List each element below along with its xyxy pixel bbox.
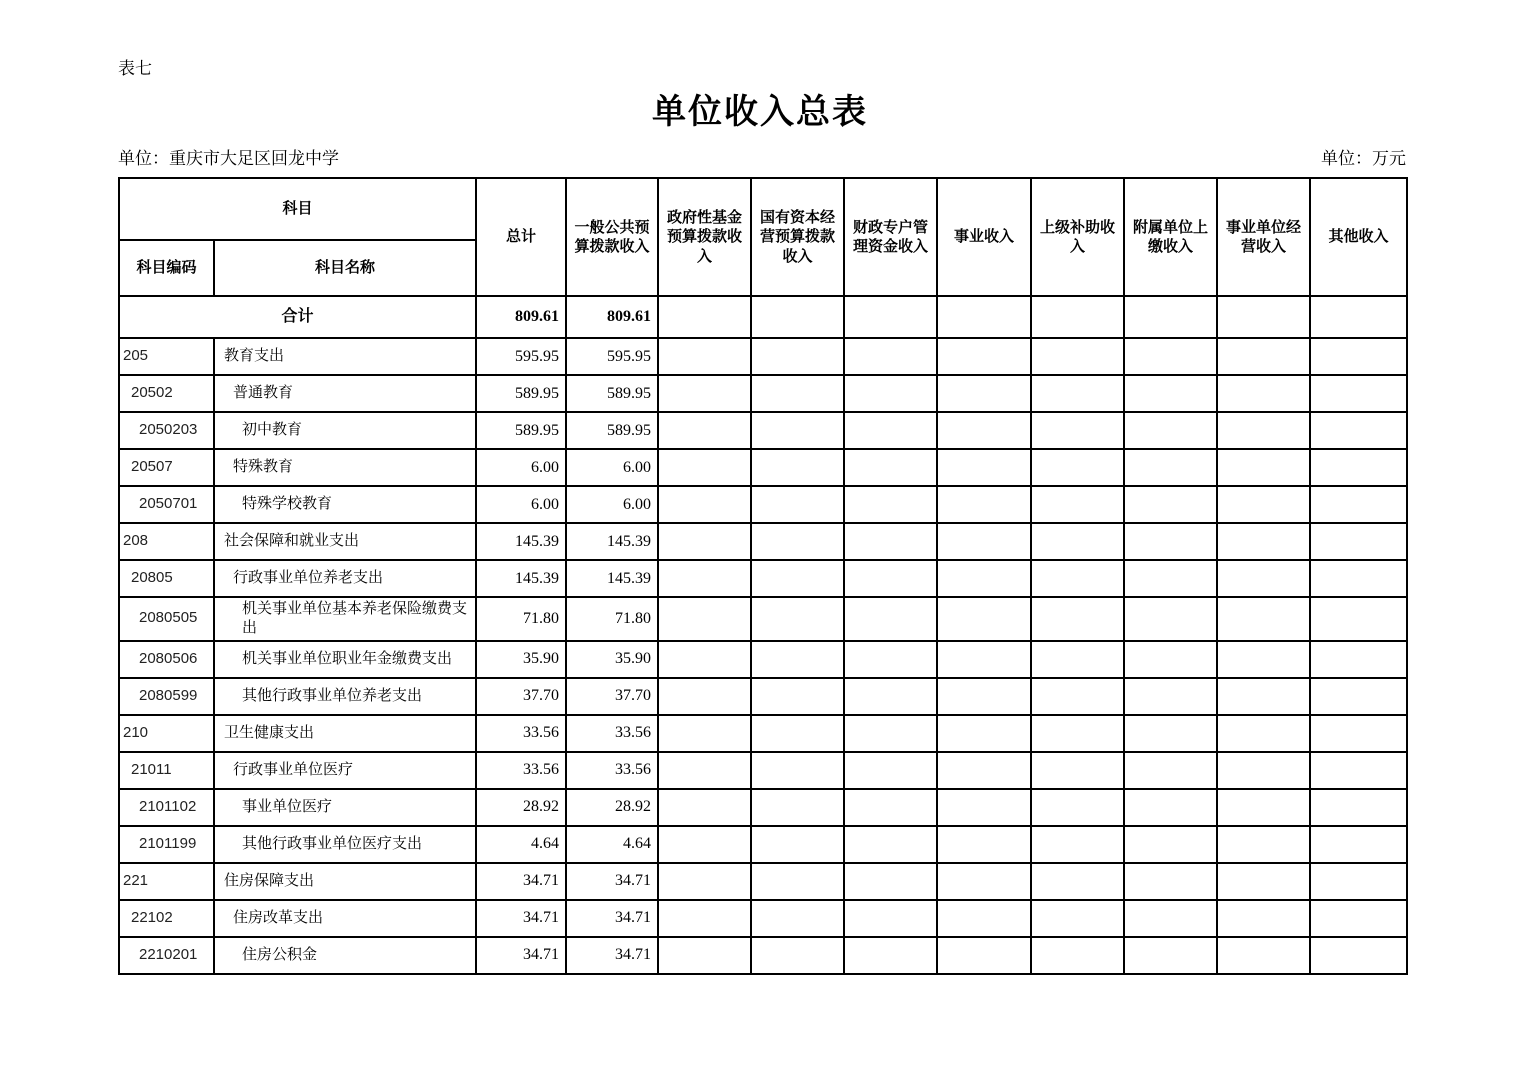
value-cell (937, 752, 1031, 789)
value-cell (1124, 523, 1217, 560)
column-header-subject-code: 科目编码 (119, 240, 214, 296)
value-cell (1310, 523, 1407, 560)
subject-name-cell: 事业单位医疗 (214, 789, 476, 826)
value-cell (1310, 937, 1407, 974)
value-cell: 33.56 (476, 752, 566, 789)
table-row (119, 937, 1407, 974)
value-cell (844, 412, 937, 449)
value-cell (751, 449, 844, 486)
value-cell: 28.92 (566, 789, 658, 826)
value-cell: 34.71 (476, 937, 566, 974)
table-header (119, 178, 1407, 296)
value-cell (751, 523, 844, 560)
value-cell (751, 296, 844, 338)
value-cell: 595.95 (566, 338, 658, 375)
value-cell (1217, 296, 1310, 338)
value-cell (1310, 752, 1407, 789)
value-cell (844, 560, 937, 597)
subject-name-cell: 特殊教育 (214, 449, 476, 486)
value-cell (751, 641, 844, 678)
value-cell (1124, 678, 1217, 715)
value-cell (1031, 486, 1124, 523)
column-header-state-capital-budget: 国有资本经营预算拨款收入 (751, 178, 844, 296)
table-row (119, 900, 1407, 937)
column-header-affiliated-unit-remittance: 附属单位上缴收入 (1124, 178, 1217, 296)
value-cell: 809.61 (476, 296, 566, 338)
value-cell (1217, 338, 1310, 375)
value-cell (844, 678, 937, 715)
subject-code-cell: 20502 (119, 375, 214, 412)
table-row (119, 523, 1407, 560)
value-cell (937, 597, 1031, 641)
value-cell (1031, 715, 1124, 752)
value-cell (658, 523, 751, 560)
value-cell (1124, 863, 1217, 900)
value-cell (1217, 597, 1310, 641)
value-cell (1031, 789, 1124, 826)
column-header-subject-group: 科目 (119, 178, 476, 240)
value-cell (844, 900, 937, 937)
sheet-label: 表七 (118, 59, 152, 78)
value-cell: 145.39 (476, 523, 566, 560)
table-row (119, 826, 1407, 863)
value-cell (658, 715, 751, 752)
value-cell (844, 863, 937, 900)
value-cell: 595.95 (476, 338, 566, 375)
value-cell (937, 789, 1031, 826)
table-row (119, 375, 1407, 412)
column-header-fiscal-special-account: 财政专户管理资金收入 (844, 178, 937, 296)
value-cell (1310, 338, 1407, 375)
subject-code-cell: 2050203 (119, 412, 214, 449)
value-cell: 589.95 (566, 375, 658, 412)
value-cell (751, 560, 844, 597)
subject-name-cell: 特殊学校教育 (214, 486, 476, 523)
value-cell (937, 560, 1031, 597)
value-cell (1310, 449, 1407, 486)
value-cell (937, 678, 1031, 715)
subject-name-cell: 普通教育 (214, 375, 476, 412)
value-cell (1310, 826, 1407, 863)
value-cell (844, 715, 937, 752)
value-cell (658, 338, 751, 375)
value-cell (1310, 486, 1407, 523)
value-cell (1124, 715, 1217, 752)
value-cell (751, 338, 844, 375)
subject-name-cell: 行政事业单位养老支出 (214, 560, 476, 597)
value-cell: 589.95 (566, 412, 658, 449)
value-cell (1031, 641, 1124, 678)
value-cell: 145.39 (566, 560, 658, 597)
table-row (119, 789, 1407, 826)
subject-code-cell: 22102 (119, 900, 214, 937)
value-cell: 33.56 (566, 752, 658, 789)
value-cell: 33.56 (476, 715, 566, 752)
value-cell (1124, 296, 1217, 338)
value-cell (844, 523, 937, 560)
value-cell: 6.00 (566, 486, 658, 523)
value-cell (1031, 523, 1124, 560)
unit-name: 单位：重庆市大足区回龙中学 (118, 149, 339, 168)
value-cell: 34.71 (476, 900, 566, 937)
column-header-government-fund-budget: 政府性基金预算拨款收入 (658, 178, 751, 296)
value-cell (1031, 375, 1124, 412)
value-cell (1310, 296, 1407, 338)
column-header-general-public-budget: 一般公共预算拨款收入 (566, 178, 658, 296)
subject-name-cell: 机关事业单位基本养老保险缴费支出 (214, 597, 476, 641)
value-cell: 33.56 (566, 715, 658, 752)
subject-code-cell: 21011 (119, 752, 214, 789)
value-cell (751, 375, 844, 412)
value-cell (1310, 412, 1407, 449)
value-cell (1217, 449, 1310, 486)
value-cell (1217, 560, 1310, 597)
table-row (119, 597, 1407, 641)
subject-code-cell: 2080599 (119, 678, 214, 715)
value-cell (1124, 900, 1217, 937)
value-cell (658, 826, 751, 863)
value-cell (658, 560, 751, 597)
subject-name-cell: 住房改革支出 (214, 900, 476, 937)
value-cell (1310, 678, 1407, 715)
value-cell (844, 486, 937, 523)
value-cell: 589.95 (476, 412, 566, 449)
value-cell (751, 937, 844, 974)
page-title: 单位收入总表 (652, 94, 868, 131)
subject-name-cell: 卫生健康支出 (214, 715, 476, 752)
value-cell (658, 789, 751, 826)
table-row (119, 560, 1407, 597)
value-cell (1310, 641, 1407, 678)
subject-name-cell: 住房保障支出 (214, 863, 476, 900)
value-cell (844, 641, 937, 678)
value-cell (844, 826, 937, 863)
value-cell: 6.00 (476, 449, 566, 486)
value-cell (658, 597, 751, 641)
value-cell (1310, 789, 1407, 826)
column-header-superior-subsidy: 上级补助收入 (1031, 178, 1124, 296)
income-summary-table (118, 177, 1408, 975)
value-cell (658, 486, 751, 523)
subject-name-cell: 其他行政事业单位医疗支出 (214, 826, 476, 863)
value-cell (1124, 641, 1217, 678)
value-cell (937, 412, 1031, 449)
value-cell (1124, 597, 1217, 641)
subject-code-cell: 205 (119, 338, 214, 375)
value-cell (1124, 338, 1217, 375)
value-cell (937, 641, 1031, 678)
value-cell: 37.70 (566, 678, 658, 715)
value-cell (1217, 641, 1310, 678)
value-cell (1217, 826, 1310, 863)
unit-line (118, 144, 1406, 169)
value-cell (1124, 560, 1217, 597)
value-cell (1124, 375, 1217, 412)
value-cell: 4.64 (566, 826, 658, 863)
value-cell (1217, 412, 1310, 449)
value-cell (1031, 937, 1124, 974)
unit-measure: 单位：万元 (1321, 149, 1406, 168)
subject-code-cell: 20805 (119, 560, 214, 597)
value-cell (1124, 449, 1217, 486)
table-body (119, 296, 1407, 974)
value-cell (1031, 863, 1124, 900)
value-cell (1124, 486, 1217, 523)
value-cell (1217, 678, 1310, 715)
value-cell (658, 375, 751, 412)
header-row-1 (119, 178, 1407, 240)
table-row (119, 715, 1407, 752)
value-cell (751, 863, 844, 900)
column-header-subject-name: 科目名称 (214, 240, 476, 296)
value-cell (1310, 560, 1407, 597)
value-cell (658, 937, 751, 974)
value-cell (1031, 449, 1124, 486)
value-cell (751, 826, 844, 863)
value-cell (937, 449, 1031, 486)
subject-name-cell: 住房公积金 (214, 937, 476, 974)
column-header-other-income: 其他收入 (1310, 178, 1407, 296)
value-cell (1217, 789, 1310, 826)
value-cell (1310, 715, 1407, 752)
subject-code-cell: 2210201 (119, 937, 214, 974)
subject-code-cell: 210 (119, 715, 214, 752)
value-cell (1217, 486, 1310, 523)
value-cell (1031, 752, 1124, 789)
subject-code-cell: 221 (119, 863, 214, 900)
value-cell (1031, 296, 1124, 338)
value-cell: 589.95 (476, 375, 566, 412)
value-cell (658, 863, 751, 900)
value-cell (751, 597, 844, 641)
value-cell (658, 900, 751, 937)
value-cell (844, 449, 937, 486)
subject-name-cell: 行政事业单位医疗 (214, 752, 476, 789)
table-row (119, 338, 1407, 375)
value-cell (844, 937, 937, 974)
value-cell: 6.00 (476, 486, 566, 523)
value-cell (1217, 937, 1310, 974)
value-cell (844, 789, 937, 826)
value-cell (751, 752, 844, 789)
value-cell (1217, 715, 1310, 752)
table-row (119, 752, 1407, 789)
value-cell (1310, 597, 1407, 641)
value-cell (1310, 375, 1407, 412)
subject-code-cell: 2080506 (119, 641, 214, 678)
value-cell (937, 715, 1031, 752)
value-cell (1124, 789, 1217, 826)
value-cell (1031, 900, 1124, 937)
value-cell: 34.71 (476, 863, 566, 900)
value-cell: 71.80 (476, 597, 566, 641)
value-cell: 37.70 (476, 678, 566, 715)
value-cell (1217, 900, 1310, 937)
value-cell (751, 900, 844, 937)
subject-code-cell: 2050701 (119, 486, 214, 523)
subject-code-cell: 208 (119, 523, 214, 560)
value-cell (937, 937, 1031, 974)
value-cell: 6.00 (566, 449, 658, 486)
subject-code-cell: 2101199 (119, 826, 214, 863)
value-cell (937, 523, 1031, 560)
total-row (119, 296, 1407, 338)
value-cell (844, 338, 937, 375)
value-cell: 145.39 (566, 523, 658, 560)
value-cell (751, 678, 844, 715)
table-row (119, 486, 1407, 523)
value-cell: 71.80 (566, 597, 658, 641)
value-cell (1217, 523, 1310, 560)
value-cell (751, 789, 844, 826)
value-cell (1031, 412, 1124, 449)
value-cell (751, 412, 844, 449)
column-header-operating-income: 事业单位经营收入 (1217, 178, 1310, 296)
value-cell (937, 863, 1031, 900)
subject-name-cell: 机关事业单位职业年金缴费支出 (214, 641, 476, 678)
value-cell (1124, 412, 1217, 449)
table-row (119, 678, 1407, 715)
value-cell: 34.71 (566, 937, 658, 974)
value-cell: 34.71 (566, 863, 658, 900)
value-cell: 145.39 (476, 560, 566, 597)
value-cell: 35.90 (566, 641, 658, 678)
value-cell (658, 412, 751, 449)
table-row (119, 641, 1407, 678)
value-cell (1031, 826, 1124, 863)
subject-code-cell: 20507 (119, 449, 214, 486)
value-cell (844, 296, 937, 338)
column-header-total: 总计 (476, 178, 566, 296)
value-cell (1310, 863, 1407, 900)
value-cell (1031, 597, 1124, 641)
value-cell (751, 715, 844, 752)
value-cell (1217, 863, 1310, 900)
value-cell (844, 752, 937, 789)
value-cell: 4.64 (476, 826, 566, 863)
value-cell (937, 486, 1031, 523)
value-cell (937, 826, 1031, 863)
value-cell: 35.90 (476, 641, 566, 678)
value-cell (1124, 826, 1217, 863)
value-cell (1124, 937, 1217, 974)
value-cell (844, 597, 937, 641)
value-cell: 28.92 (476, 789, 566, 826)
subject-code-cell: 2101102 (119, 789, 214, 826)
value-cell: 34.71 (566, 900, 658, 937)
value-cell (1217, 752, 1310, 789)
value-cell (658, 296, 751, 338)
value-cell (658, 678, 751, 715)
value-cell (751, 486, 844, 523)
value-cell (1124, 752, 1217, 789)
value-cell (1310, 900, 1407, 937)
value-cell (844, 375, 937, 412)
value-cell (1031, 560, 1124, 597)
value-cell (1031, 338, 1124, 375)
subject-code-cell: 2080505 (119, 597, 214, 641)
table-row (119, 449, 1407, 486)
value-cell (1031, 678, 1124, 715)
subject-name-cell: 其他行政事业单位养老支出 (214, 678, 476, 715)
column-header-business-income: 事业收入 (937, 178, 1031, 296)
subject-name-cell: 初中教育 (214, 412, 476, 449)
table-row (119, 863, 1407, 900)
value-cell (658, 641, 751, 678)
subject-name-cell: 社会保障和就业支出 (214, 523, 476, 560)
total-row-label: 合计 (119, 296, 476, 338)
value-cell (658, 752, 751, 789)
subject-name-cell: 教育支出 (214, 338, 476, 375)
table-row (119, 412, 1407, 449)
value-cell (937, 296, 1031, 338)
value-cell (937, 375, 1031, 412)
value-cell: 809.61 (566, 296, 658, 338)
value-cell (658, 449, 751, 486)
value-cell (937, 338, 1031, 375)
value-cell (937, 900, 1031, 937)
value-cell (1217, 375, 1310, 412)
